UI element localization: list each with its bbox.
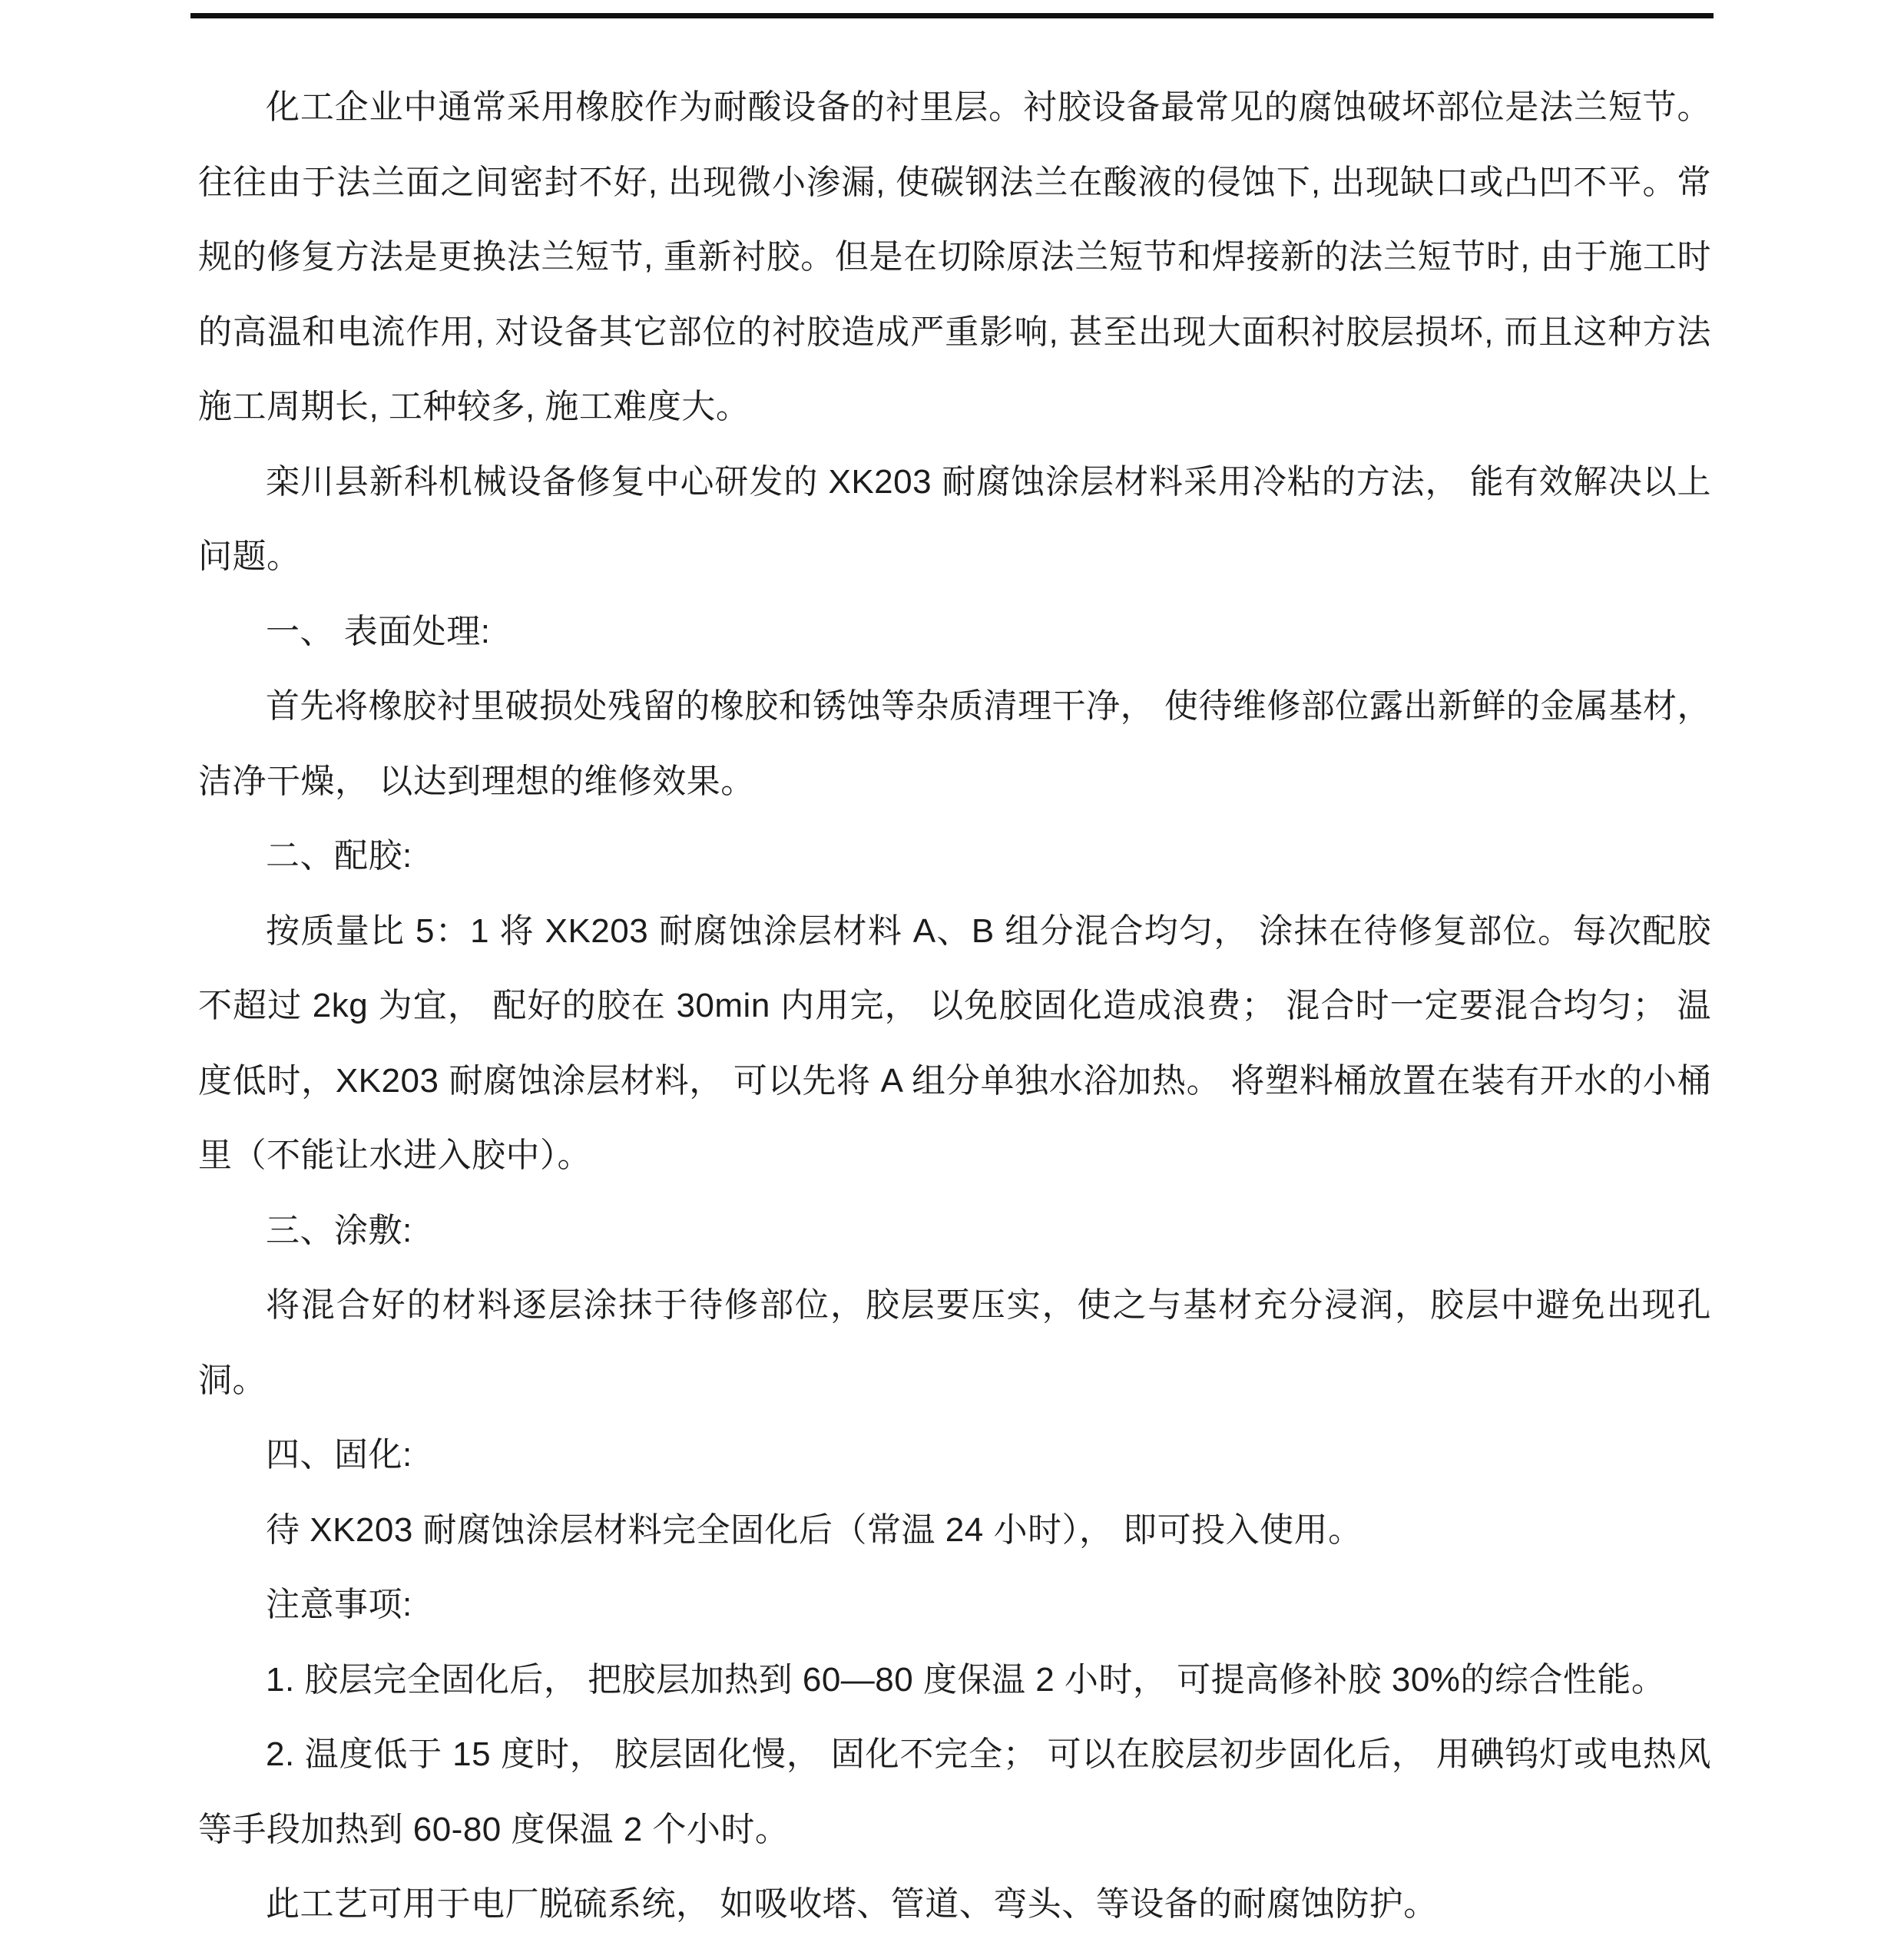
top-rule-divider <box>190 13 1714 18</box>
curing-paragraph: 待 XK203 耐腐蚀涂层材料完全固化后（常温 24 小时）， 即可投入使用。 <box>266 1510 1363 1549</box>
document-body <box>198 70 1711 1942</box>
section-heading-glue-mixing: 二、配胶: <box>266 837 412 875</box>
solution-intro-paragraph: 栾川县新科机械设备修复中心研发的 XK203 耐腐蚀涂层材料采用冷粘的方法， 能有效解决以上问题。 <box>198 462 1711 575</box>
section-heading-surface-treatment: 一、 表面处理: <box>266 612 491 650</box>
closing-paragraph: 此工艺可用于电厂脱硫系统， 如吸收塔、管道、弯头、等设备的耐腐蚀防护。 <box>266 1885 1438 1923</box>
note-2-paragraph: 2. 温度低于 15 度时， 胶层固化慢， 固化不完全； 可以在胶层初步固化后， 用碘钨灯或电热风等手段加热到 60-80 度保温 2 个小时。 <box>198 1735 1711 1848</box>
application-paragraph: 将混合好的材料逐层涂抹于待修部位，胶层要压实，使之与基材充分浸润，胶层中避免出现孔洞。 <box>198 1286 1711 1399</box>
glue-mixing-paragraph: 按质量比 5：1 将 XK203 耐腐蚀涂层材料 A、B 组分混合均匀， 涂抹在待修复部位。每次配胶不超过 2kg 为宜， 配好的胶在 30min 内用完， 以免胶固化造成浪费； 混合时一定要混合均匀； 温度低时，XK203 耐腐蚀涂层材料， 可以先将 A 组分单独水浴加热。 将塑料桶放置在装有开水的小桶里（不能让水进入胶中）。 <box>198 911 1711 1174</box>
surface-treatment-paragraph: 首先将橡胶衬里破损处残留的橡胶和锈蚀等杂质清理干净， 使待维修部位露出新鲜的金属基材，洁净干燥， 以达到理想的维修效果。 <box>198 687 1711 800</box>
notes-heading: 注意事项: <box>266 1586 412 1623</box>
section-heading-curing: 四、固化: <box>266 1436 412 1474</box>
section-heading-application: 三、涂敷: <box>266 1211 412 1249</box>
note-1-paragraph: 1. 胶层完全固化后， 把胶层加热到 60—80 度保温 2 小时， 可提高修补胶 30%的综合性能。 <box>266 1660 1666 1699</box>
intro-paragraph: 化工企业中通常采用橡胶作为耐酸设备的衬里层。衬胶设备最常见的腐蚀破坏部位是法兰短节。往往由于法兰面之间密封不好, 出现微小渗漏, 使碳钢法兰在酸液的侵蚀下, 出现缺口或凸凹不平。常规的修复方法是更换法兰短节, 重新衬胶。但是在切除原法兰短节和焊接新的法兰短节时, 由于施工时的高温和电流作用, 对设备其它部位的衬胶造成严重影响, 甚至出现大面积衬胶层损坏, 而且这种方法施工周期长, 工种较多, 施工难度大。 <box>198 88 1712 425</box>
